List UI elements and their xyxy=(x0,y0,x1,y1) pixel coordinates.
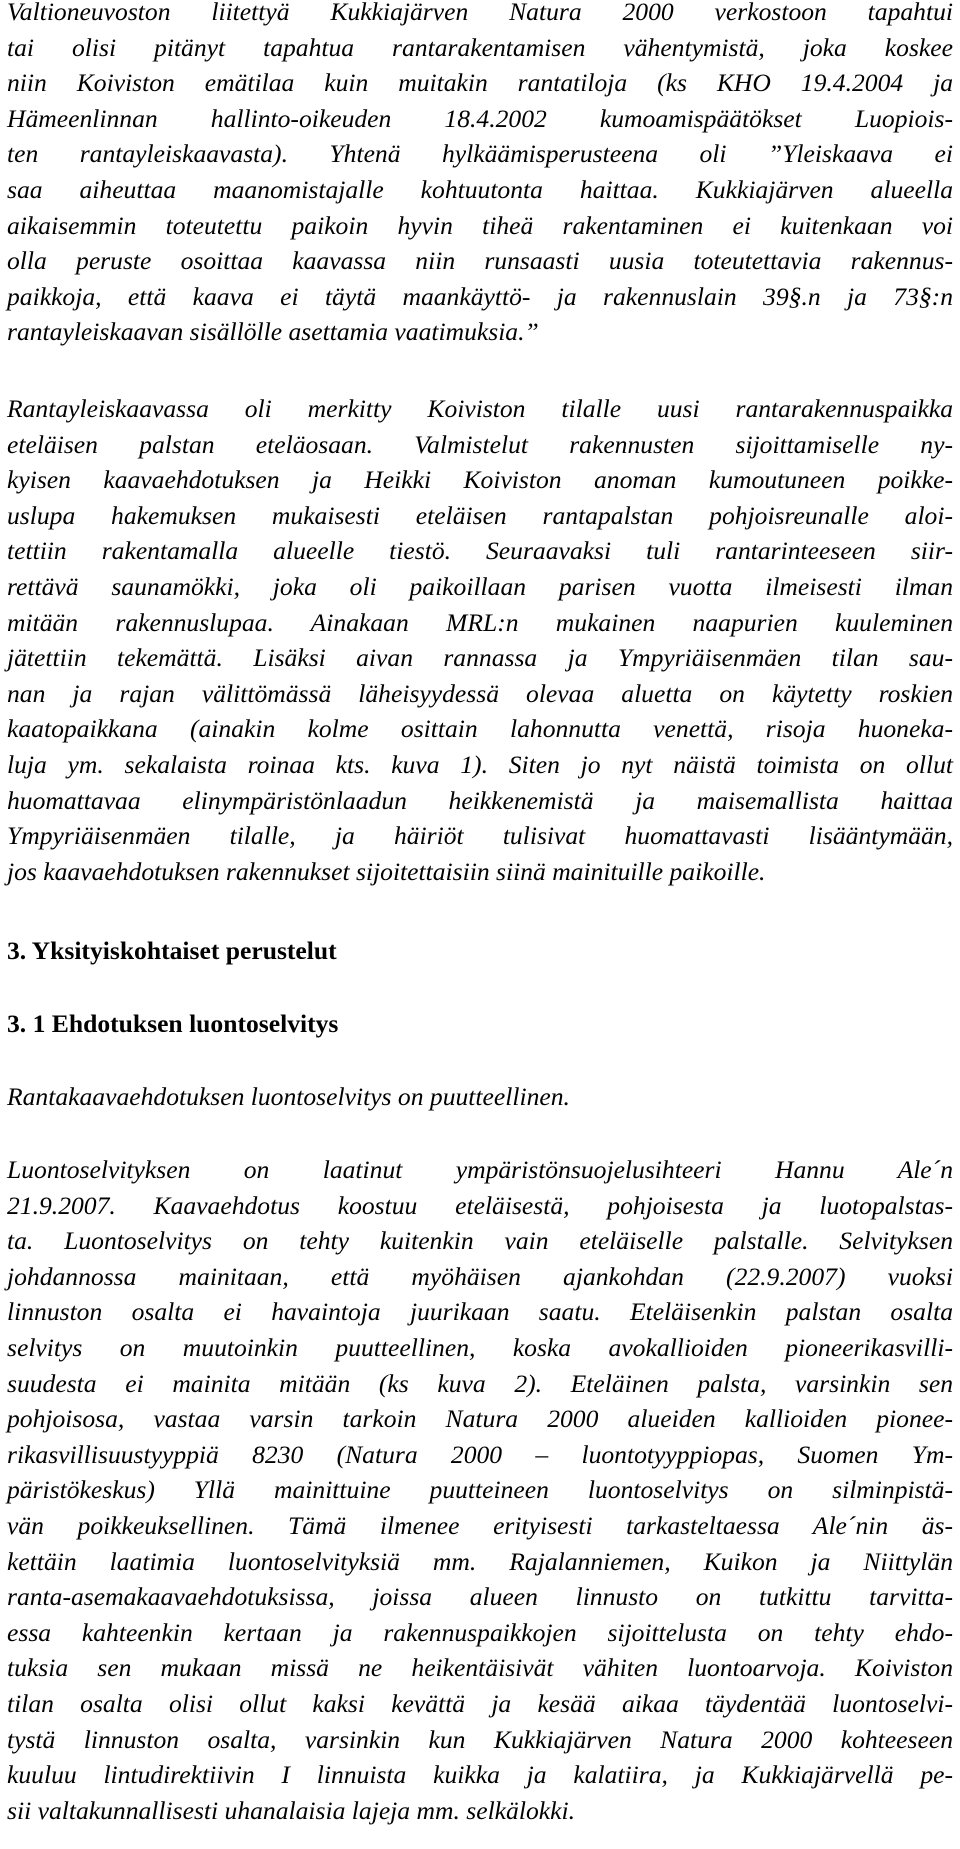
paragraph-1 xyxy=(7,0,953,350)
text-line: Valtioneuvoston liitettyä Kukkiajärven Natura 2000 verkostoon tapahtui xyxy=(7,0,953,26)
text-line: jätettiin tekemättä. Lisäksi aivan rannassa ja Ympyriäisenmäen tilan sau- xyxy=(7,643,953,673)
text-line: nan ja rajan välittömässä läheisyydessä olevaa aluetta on käytetty roskien xyxy=(7,678,953,708)
text-line: suudesta ei mainita mitään (ks kuva 2). Eteläinen palsta, varsinkin sen xyxy=(7,1368,953,1398)
text-line: huomattavaa elinympäristönlaadun heikkenemistä ja maisemallista haittaa xyxy=(7,785,953,815)
text-line: 21.9.2007. Kaavaehdotus koostuu eteläisestä, pohjoisesta ja luotopalstas- xyxy=(7,1190,953,1220)
paragraph-3 xyxy=(7,1079,953,1115)
text-line: selvitys on muutoinkin puutteellinen, koska avokallioiden pioneerikasvilli- xyxy=(7,1332,953,1362)
text-line: uslupa hakemuksen mukaisesti eteläisen rantapalstan pohjoisreunalle aloi- xyxy=(7,500,953,530)
text-line: jos kaavaehdotuksen rakennukset sijoitettaisiin siinä mainituille paikoille. xyxy=(7,856,766,886)
text-line: linnuston osalta ei havaintoja juurikaan saatu. Eteläisenkin palstan osalta xyxy=(7,1297,953,1327)
text-line: kaatopaikkana (ainakin kolme osittain lahonnutta venettä, risoja huoneka- xyxy=(7,714,953,744)
text-line: kyisen kaavaehdotuksen ja Heikki Koiviston anoman kumoutuneen poikke- xyxy=(7,465,953,495)
text-line: tuksia sen mukaan missä ne heikentäisivät vähiten luontoarvoja. Koiviston xyxy=(7,1653,953,1683)
text-line: pohjoisosa, vastaa varsin tarkoin Natura 2000 alueiden kallioiden pionee- xyxy=(7,1404,953,1434)
text-line: aikaisemmin toteutettu paikoin hyvin tiheä rakentaminen ei kuitenkaan voi xyxy=(7,210,953,240)
text-line: essa kahteenkin kertaan ja rakennuspaikkojen sijoittelusta on tehty ehdo- xyxy=(7,1617,953,1647)
text-line: sii valtakunnallisesti uhanalaisia lajeja mm. selkälokki. xyxy=(7,1795,575,1825)
text-line: paikkoja, että kaava ei täytä maankäyttö- ja rakennuslain 39§.n ja 73§:n xyxy=(7,281,953,311)
text-line: vän poikkeuksellinen. Tämä ilmenee erityisesti tarkasteltaessa Ale´nin äs- xyxy=(7,1510,953,1540)
paragraph-2 xyxy=(7,391,953,889)
text-line: Rantakaavaehdotuksen luontoselvitys on puutteellinen. xyxy=(7,1082,570,1111)
text-line: Hämeenlinnan hallinto-oikeuden 18.4.2002 kumoamispäätökset Luopiois- xyxy=(7,103,953,133)
text-line: kettäin laatimia luontoselvityksiä mm. Rajalanniemen, Kuikon ja Niittylän xyxy=(7,1546,953,1576)
paragraph-4 xyxy=(7,1152,953,1828)
text-line: tettiin rakentamalla alueelle tiestö. Seuraavaksi tuli rantarinteeseen siir- xyxy=(7,536,953,566)
subsection-heading: 3. 1 Ehdotuksen luontoselvitys xyxy=(7,1009,339,1038)
text-line: päristökeskus) Yllä mainittuine puutteineen luontoselvitys on silminpistä- xyxy=(7,1475,953,1505)
text-line: tystä linnuston osalta, varsinkin kun Kukkiajärven Natura 2000 kohteeseen xyxy=(7,1724,953,1754)
text-line: saa aiheuttaa maanomistajalle kohtuutonta haittaa. Kukkiajärven alueella xyxy=(7,174,953,204)
text-line: rantayleiskaavan sisällölle asettamia vaatimuksia.” xyxy=(7,317,539,347)
text-line: mitään rakennuslupaa. Ainakaan MRL:n mukainen naapurien kuuleminen xyxy=(7,607,953,637)
text-line: luja ym. sekalaista roinaa kts. kuva 1). Siten jo nyt näistä toimista on ollut xyxy=(7,749,953,779)
text-line: olla peruste osoittaa kaavassa niin runsaasti uusia toteutettavia rakennus- xyxy=(7,246,953,276)
text-line: rettävä saunamökki, joka oli paikoillaan parisen vuotta ilmeisesti ilman xyxy=(7,571,953,601)
text-line: johdannossa mainitaan, että myöhäisen ajankohdan (22.9.2007) vuoksi xyxy=(7,1261,953,1291)
text-line: ta. Luontoselvitys on tehty kuitenkin vain eteläiselle palstalle. Selvityksen xyxy=(7,1226,953,1256)
text-line: kuuluu lintudirektiivin I linnuista kuikka ja kalatiira, ja Kukkiajärvellä pe- xyxy=(7,1760,953,1790)
text-line: Rantayleiskaavassa oli merkitty Koiviston tilalle uusi rantarakennuspaikka xyxy=(7,394,953,423)
text-line: ten rantayleiskaavasta). Yhtenä hylkäämisperusteena oli ”Yleiskaava ei xyxy=(7,139,953,169)
text-line: Luontoselvityksen on laatinut ympäristönsuojelusihteeri Hannu Ale´n xyxy=(7,1155,953,1184)
text-line: Ympyriäisenmäen tilalle, ja häiriöt tulisivat huomattavasti lisääntymään, xyxy=(7,821,953,851)
text-line: tai olisi pitänyt tapahtua rantarakentamisen vähentymistä, joka koskee xyxy=(7,32,953,62)
section-heading: 3. Yksityiskohtaiset perustelut xyxy=(7,936,337,965)
text-line: tilan osalta olisi ollut kaksi kevättä ja kesää aikaa täydentää luontoselvi- xyxy=(7,1688,953,1718)
text-line: ranta-asemakaavaehdotuksissa, joissa alueen linnusto on tutkittu tarvitta- xyxy=(7,1582,953,1612)
text-line: eteläisen palstan eteläosaan. Valmistelut rakennusten sijoittamiselle ny- xyxy=(7,429,953,459)
text-line: rikasvillisuustyyppiä 8230 (Natura 2000 – luontotyyppiopas, Suomen Ym- xyxy=(7,1439,953,1469)
text-line: niin Koiviston emätilaa kuin muitakin rantatiloja (ks KHO 19.4.2004 ja xyxy=(7,68,953,98)
